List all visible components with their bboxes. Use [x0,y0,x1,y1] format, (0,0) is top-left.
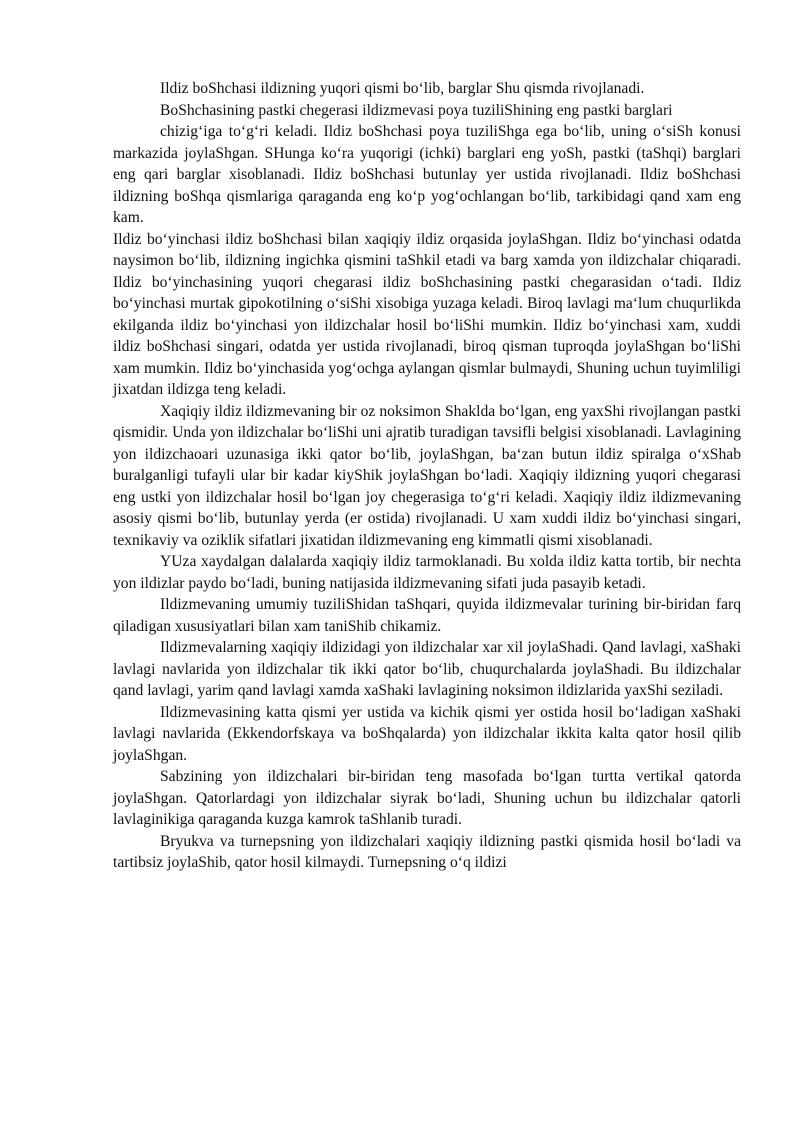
paragraph: Ildizmevasining katta qismi yer ustida va kichik qismi yer ostida hosil bo‘ladigan xaShaki lavlagi navlarida (Ekkendorfskaya va boShqalarda) yon ildizchalar ikkita kalta qator hosil qilib joylaShgan. [113,703,741,764]
paragraph: YUza xaydalgan dalalarda xaqiqiy ildiz tarmoklanadi. Bu xolda ildiz katta tortib, bir nechta yon ildizlar paydo bo‘ladi, buning natijasida ildizmevaning sifati juda pasayib ketadi. [113,553,741,592]
paragraph: Sabzining yon ildizchalari bir-biridan teng masofada bo‘lgan turtta vertikal qatorda joylaShgan. Qatorlardagi yon ildizchalar siyrak bo‘ladi, Shuning uchun bu ildizchalar qatorli lavlaginikiga qaraganda kuzga kamrok taShlanib turadi. [113,768,741,828]
paragraph: Xaqiqiy ildiz ildizmevaning bir oz noksimon Shaklda bo‘lgan, eng yaxShi rivojlangan pastki qismidir. Unda yon ildizchalar bo‘liShi uni ajratib turadigan tavsifli belgisi xisoblanadi. Lavlagining yon ildizchaoari uzunasiga ikki qator bo‘lib, joylaShgan, ba‘zan butun ildiz spiralga o‘xShab buralganligi tufayli ular bir kadar kiyShik joylaShgan bo‘ladi. Xaqiqiy ildizning yuqori chegarasi eng ustki yon ildizchalar hosil bo‘lgan joy chegerasiga to‘g‘ri keladi. Xaqiqiy ildiz ildizmevaning asosiy qismi bo‘lib, butunlay yerda (er ostida) rivojlanadi. U xam xuddi ildiz bo‘yinchasi singari, texnikaviy va oziklik sifatlari jixatidan ildizmevaning eng kimmatli qismi xisoblanadi. [113,402,741,549]
document-page [113,78,741,874]
paragraph: Ildizmevaning umumiy tuziliShidan taShqari, quyida ildizmevalar turining bir-biridan farq qiladigan xususiyatlari bilan xam taniShib chikamiz. [113,596,741,635]
paragraph: Ildiz bo‘yinchasi ildiz boShchasi bilan xaqiqiy ildiz orqasida joylaShgan. Ildiz bo‘yinchasi odatda naysimon bo‘lib, ildizning ingichka qismini taShkil etadi va barg xamda yon ildizchalar chiqaradi. Ildiz bo‘yinchasining yuqori chegarasi ildiz boShchasining pastki chegarasidan o‘tadi. Ildiz bo‘yinchasi murtak gipokotilning o‘siShi xisobiga yuzaga keladi. Biroq lavlagi ma‘lum chuqurlikda ekilganda ildiz bo‘yinchasi yon ildizchalar hosil bo‘liShi mumkin. Ildiz bo‘yinchasi xam, xuddi ildiz boShchasi singari, odatda yer ustida rivojlanadi, biroq qisman tuproqda joylaShgan bo‘liShi xam mumkin. Ildiz bo‘yinchasida yog‘ochga aylangan qismlar bulmaydi, Shuning uchun tuyimliligi jixatdan ildizga teng keladi. [113,230,741,398]
paragraph: Bryukva va turnepsning yon ildizchalari xaqiqiy ildizning pastki qismida hosil bo‘ladi va tartibsiz joylaShib, qator hosil kilmaydi. Turnepsning o‘q ildizi [113,832,741,871]
paragraph: BoShchasining pastki chegerasi ildizmevasi poya tuziliShining eng pastki barglari [160,101,673,119]
paragraph: Ildizmevalarning xaqiqiy ildizidagi yon ildizchalar xar xil joylaShadi. Qand lavlagi, xaShaki lavlagi navlarida yon ildizchalar tik ikki qator bo‘lib, chuqurchalarda joylaShadi. Bu ildizchalar qand lavlagi, yarim qand lavlagi xamda xaShaki lavlagining noksimon ildizlarida yaxShi seziladi. [113,639,741,699]
paragraph: chizig‘iga to‘g‘ri keladi. Ildiz boShchasi poya tuziliShga ega bo‘lib, uning o‘siSh konusi markazida joylaShgan. SHunga ko‘ra yuqorigi (ichki) barglari eng yoSh, pastki (taShqi) barglari eng qari barglar xisoblanadi. Ildiz boShchasi butunlay yer ustida rivojlanadi. Ildiz boShchasi ildizning boShqa qismlariga qaraganda eng ko‘p yog‘ochlangan bo‘lib, tarkibidagi qand xam eng kam. [113,123,741,226]
paragraph: Ildiz boShchasi ildizning yuqori qismi bo‘lib, barglar Shu qismda rivojlanadi. [160,80,645,97]
